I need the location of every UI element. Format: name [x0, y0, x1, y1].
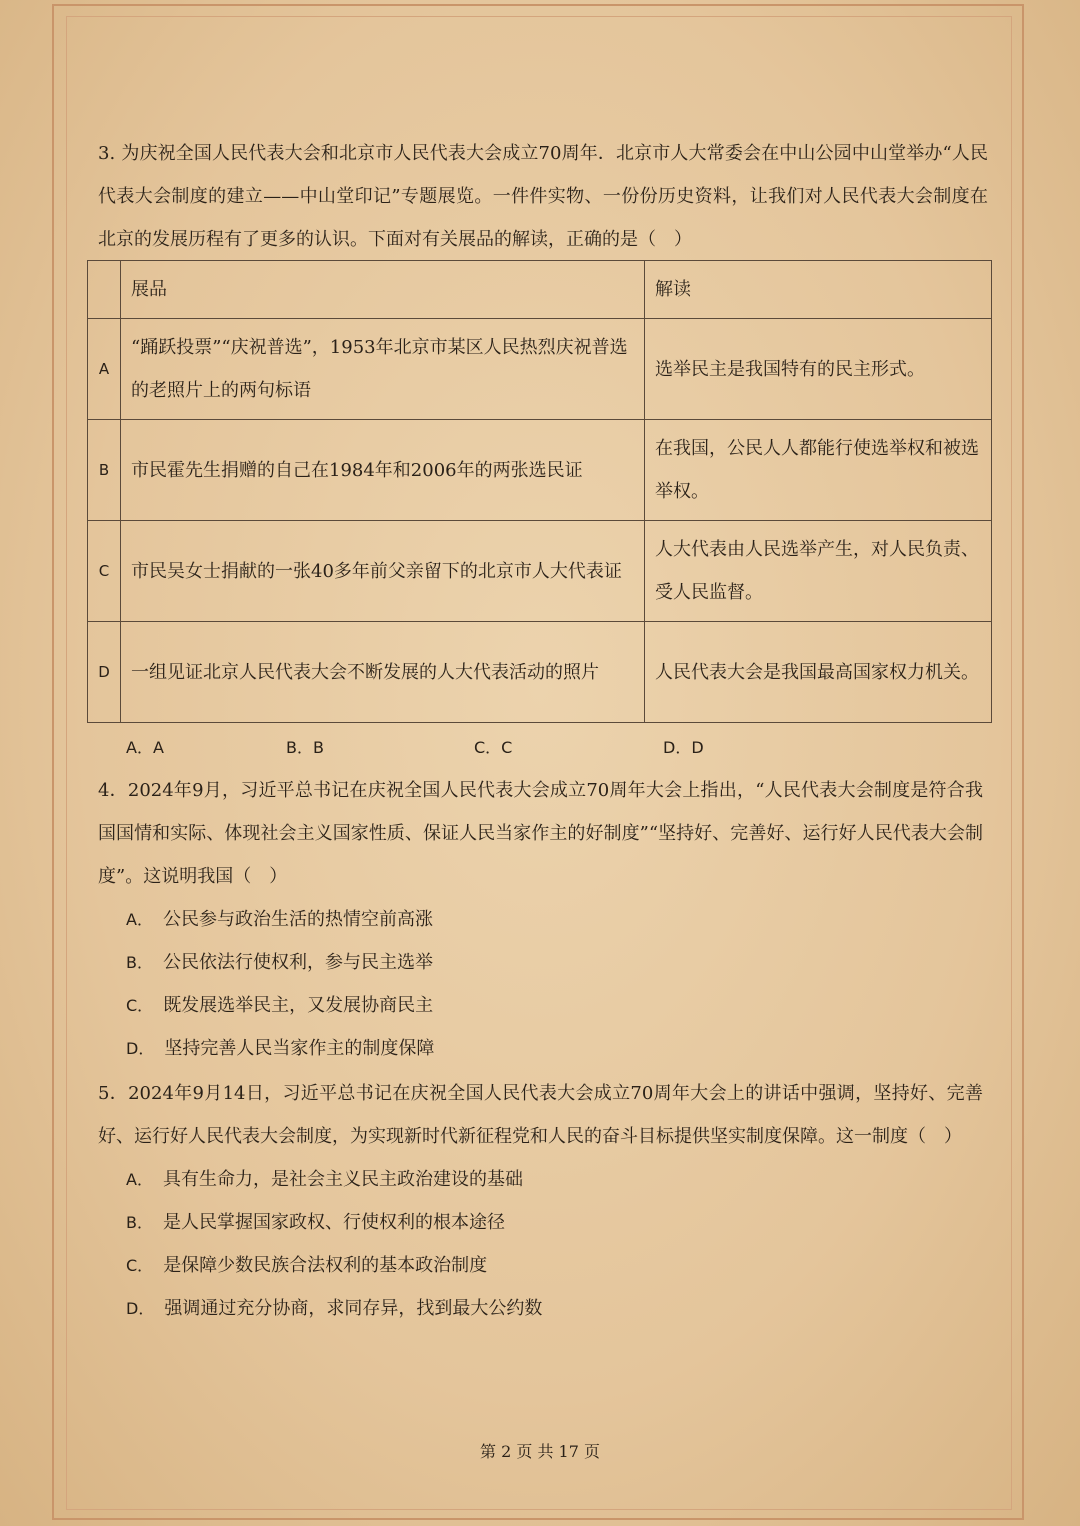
option-a: A．A	[126, 738, 164, 757]
option-key: B．	[126, 1213, 153, 1232]
option-text: 强调通过充分协商，求同存异，找到最大公约数	[164, 1298, 543, 1319]
option-a	[98, 1158, 983, 1201]
row-reading: 人民代表大会是我国最高国家权力机关。	[645, 622, 992, 723]
row-exhibit: “踊跃投票”“庆祝普选”，1953年北京市某区人民热烈庆祝普选的老照片上的两句标语	[121, 319, 645, 420]
option-key: C．	[126, 1256, 154, 1275]
table-header-row	[88, 261, 992, 319]
option-key: D．	[126, 1299, 155, 1318]
option-key: D．	[126, 1039, 155, 1058]
question-4-stem: 4．2024年9月，习近平总书记在庆祝全国人民代表大会成立70周年大会上指出，“人民代表大会制度是符合我国国情和实际、体现社会主义国家性质、保证人民当家作主的好制度”“坚持好、完善好、运行好人民代表大会制度”。这说明我国（ ）	[98, 780, 983, 887]
row-key: C	[88, 521, 121, 622]
option-text: 公民依法行使权利，参与民主选举	[162, 952, 433, 973]
option-key: A．	[126, 1170, 153, 1189]
option-text: 公民参与政治生活的热情空前高涨	[162, 909, 433, 930]
option-c	[98, 1244, 983, 1287]
option-text: 是保障少数民族合法权利的基本政治制度	[163, 1255, 488, 1276]
table-header-key	[88, 261, 121, 319]
row-exhibit: 一组见证北京人民代表大会不断发展的人大代表活动的照片	[121, 622, 645, 723]
page-number: 第 2 页 共 17 页	[480, 1442, 600, 1461]
table-header-exhibit: 展品	[121, 261, 645, 319]
option-d: D．D	[663, 738, 704, 757]
table-row	[88, 622, 992, 723]
option-key: B．	[126, 953, 153, 972]
question-3-number: 3.	[98, 143, 116, 164]
option-key: C．	[126, 996, 154, 1015]
option-c	[98, 984, 983, 1027]
option-d	[98, 1027, 983, 1070]
exhibit-table	[87, 260, 992, 723]
table-row	[88, 319, 992, 420]
option-text: 既发展选举民主，又发展协商民主	[163, 995, 434, 1016]
row-exhibit: 市民吴女士捐献的一张40多年前父亲留下的北京市人大代表证	[121, 521, 645, 622]
option-d	[98, 1287, 983, 1330]
table-row	[88, 420, 992, 521]
row-key: D	[88, 622, 121, 723]
table-row	[88, 521, 992, 622]
option-b	[98, 1201, 983, 1244]
question-5	[98, 1072, 983, 1330]
option-c: C．C	[474, 738, 513, 757]
question-3-text: 为庆祝全国人民代表大会和北京市人民代表大会成立70周年．北京市人大常委会在中山公园中山堂举办“人民代表大会制度的建立——中山堂印记”专题展览。一件件实物、一份份历史资料，让我们对人民代表大会制度在北京的发展历程有了更多的认识。下面对有关展品的解读，正确的是（ ）	[98, 143, 988, 250]
row-key: B	[88, 420, 121, 521]
question-3-options	[126, 726, 826, 769]
row-key: A	[88, 319, 121, 420]
question-4	[98, 769, 983, 1070]
question-3-stem	[98, 132, 988, 261]
question-3	[98, 132, 988, 261]
option-text: 坚持完善人民当家作主的制度保障	[164, 1038, 435, 1059]
option-key: A．	[126, 910, 153, 929]
option-b: B．B	[286, 738, 324, 757]
option-text: 是人民掌握国家政权、行使权利的根本途径	[162, 1212, 505, 1233]
row-reading: 在我国，公民人人都能行使选举权和被选举权。	[645, 420, 992, 521]
option-b	[98, 941, 983, 984]
table-header-reading: 解读	[645, 261, 992, 319]
row-exhibit: 市民霍先生捐赠的自己在1984年和2006年的两张选民证	[121, 420, 645, 521]
row-reading: 选举民主是我国特有的民主形式。	[645, 319, 992, 420]
question-5-stem: 5．2024年9月14日，习近平总书记在庆祝全国人民代表大会成立70周年大会上的讲话中强调，坚持好、完善好、运行好人民代表大会制度，为实现新时代新征程党和人民的奋斗目标提供坚实制度保障。这一制度（ ）	[98, 1083, 983, 1147]
option-text: 具有生命力，是社会主义民主政治建设的基础	[162, 1169, 523, 1190]
row-reading: 人大代表由人民选举产生，对人民负责、受人民监督。	[645, 521, 992, 622]
option-a	[98, 898, 983, 941]
